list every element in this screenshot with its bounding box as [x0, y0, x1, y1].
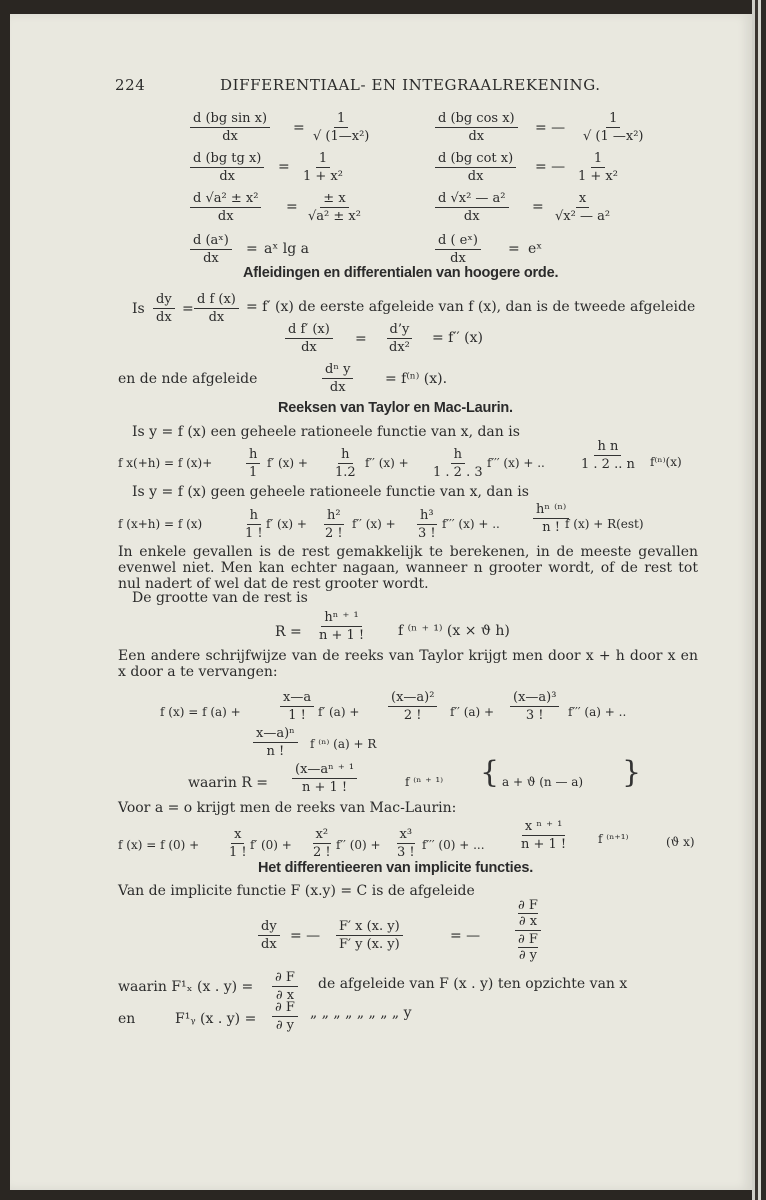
fraction-dF-dx: $\frac{\partial F}{\partial x}$ — [272, 970, 298, 1003]
paragraph-nonrational: Is y = f (x) geen geheele rationeele functie van x, dan is — [132, 484, 529, 500]
table-left-fraction: $\frac{\text{d ( eˣ)}}{dx}$ — [435, 233, 481, 266]
table-left-fraction: $\frac{\text{d (bg cot x)}}{dx}$ — [435, 151, 516, 184]
taylor-2-fraction: $\frac{\text{h²}}{2 !}$ — [325, 508, 343, 541]
taylor-1-fraction: $\frac{\text{h n}}{1 . 2 .. n}$ — [581, 439, 635, 472]
taylor-4-part: f ⁽ⁿ⁾ (a) + R — [310, 737, 377, 751]
rest-fraction: $\frac{\text{hⁿ ⁺ ¹}}{n + 1 !}$ — [319, 610, 365, 643]
maclaurin-fraction: $\frac{\text{x ⁿ ⁺ ¹}}{n + 1 !}$ — [521, 819, 567, 852]
fraction-df1-dx: $\frac{\text{d f′ (x)}}{dx}$ — [285, 322, 333, 355]
text-first-derivative: = f′ (x) de eerste afgeleide van f (x), dan is de tweede afgeleide — [246, 299, 696, 315]
rest-lhs: R = — [275, 624, 302, 640]
table-right-fraction: $\frac{1}{\text{√ (1—x²)}}$ — [313, 111, 370, 144]
taylor-2-part: f′′′ (x) + .. — [442, 517, 500, 531]
fraction-dy-dx: $\frac{dy}{dx}$ — [153, 292, 175, 325]
maclaurin-fraction: $\frac{\text{x³}}{3 !}$ — [397, 827, 415, 860]
table-equals: = — [246, 241, 258, 257]
taylor-3-fraction: $\frac{\text{(x—a)³}}{3 !}$ — [510, 690, 559, 723]
maclaurin-part: f′ (0) + — [250, 838, 292, 852]
taylor-3-part: f′ (a) + — [318, 705, 360, 719]
heading-implicit: Het differentieeren van implicite functies. — [258, 860, 534, 876]
heading-derivatives: Afleidingen en differentialen van hoogere orde. — [243, 265, 559, 281]
text-nth-derivative: = f⁽ⁿ⁾ (x). — [385, 371, 448, 387]
paragraph-alt-form: Een andere schrijfwijze van de reeks van Taylor krijgt men door x + h door x en x door a te vervangen: — [118, 648, 698, 680]
text-equals: = — [182, 301, 194, 317]
text-equals-minus: = — — [450, 928, 481, 944]
taylor-3-fraction: $\frac{\text{(x—a)²}}{2 !}$ — [388, 690, 437, 723]
table-left-fraction: $\frac{\text{d √x² — a²}}{dx}$ — [435, 191, 509, 224]
page-number: 224 — [115, 76, 146, 94]
taylor-1-fraction: $\frac{h}{1}$ — [246, 447, 260, 480]
fraction-dy-dx: $\frac{dy}{dx}$ — [258, 919, 280, 952]
table-equals: = — [286, 199, 298, 215]
table-right-fraction: $\frac{1}{\text{1 + x²}}$ — [303, 151, 343, 184]
rest-rhs: f ⁽ⁿ ⁺ ¹⁾ (x × ϑ h) — [398, 623, 510, 639]
table-right-fraction: $\frac{\pm x}{\text{√a² ± x²}}$ — [308, 191, 361, 224]
paragraph-rest: In enkele gevallen is de rest gemakkelijk te berekenen, in de meeste gevallen evenwel niet. Men kan echter nagaan, wanneer n grooter wordt, of de rest tot nul nadert of wel dat de rest grooter wordt. — [118, 544, 698, 592]
table-left-fraction: $\frac{\text{d (bg cos x)}}{dx}$ — [435, 111, 518, 144]
taylor-1-part: f′′ (x) + — [365, 456, 409, 470]
text-derivative-x: de afgeleide van F (x . y) ten opzichte van x — [318, 976, 628, 992]
table-left-fraction: $\frac{\text{d (aˣ)}}{dx}$ — [190, 233, 232, 266]
taylor-3-part: f (x) = f (a) + — [160, 705, 241, 719]
table-equals: = — [293, 120, 305, 136]
taylor-2-fraction: $\frac{h}{1 !}$ — [245, 508, 263, 541]
text-equals: = — [355, 331, 367, 347]
text-nth-label: en de nde afgeleide — [118, 371, 258, 387]
text-is: Is — [132, 301, 145, 317]
text-second-derivative: = f′′ (x) — [432, 330, 483, 346]
taylor-1-part: f′′′ (x) + .. — [487, 456, 545, 470]
taylor-2-part: f′′ (x) + — [352, 517, 396, 531]
book-page — [10, 14, 752, 1190]
table-equals: = — [278, 159, 290, 175]
book-edge — [752, 0, 766, 1200]
waarin-fraction: $\frac{\text{(x—aⁿ ⁺ ¹}}{n + 1 !}$ — [292, 762, 357, 795]
heading-taylor: Reeksen van Taylor en Mac-Laurin. — [278, 400, 513, 416]
right-brace: } — [622, 755, 642, 790]
taylor-2-fraction: $\frac{\text{hⁿ ⁽ⁿ⁾}}{n !}$ — [533, 502, 569, 535]
left-brace: { — [480, 755, 500, 790]
text-equals-minus: = — — [290, 928, 321, 944]
maclaurin-part: f (x) = f (0) + — [118, 838, 200, 852]
maclaurin-part: f′′ (0) + — [336, 838, 381, 852]
text-en: en — [118, 1011, 136, 1027]
fraction-d2y-dx2: $\frac{d’y}{\text{dx²}}$ — [386, 322, 413, 355]
waarin-f: f ⁽ⁿ ⁺ ¹⁾ — [405, 775, 444, 789]
table-left-fraction: $\frac{\text{d √a² ± x²}}{dx}$ — [190, 191, 261, 224]
maclaurin-fraction: $\frac{\text{x²}}{2 !}$ — [313, 827, 331, 860]
table-equals: = — [532, 199, 544, 215]
waarin-fy: F¹ᵧ (x . y) = — [175, 1011, 257, 1027]
paragraph-rational: Is y = f (x) een geheele rationeele functie van x, dan is — [132, 424, 520, 440]
maclaurin-part: f′′′ (0) + ... — [422, 838, 485, 852]
table-right-fraction: $\frac{1}{\text{1 + x²}}$ — [578, 151, 618, 184]
taylor-2-part: f (x) + R(est) — [565, 517, 644, 531]
taylor-2-part: f (x+h) = f (x) — [118, 517, 203, 531]
taylor-1-fraction: $\frac{h}{1 . 2 . 3}$ — [433, 447, 483, 480]
table-right-fraction: $\frac{1}{\text{√ (1 —x²)}}$ — [583, 111, 644, 144]
fraction-partials: $\frac{F' x (x. y)}{F' y (x. y)}$ — [336, 919, 403, 952]
table-result: eˣ — [528, 241, 543, 257]
table-equals: = — — [535, 159, 566, 175]
table-left-fraction: $\frac{\text{d (bg sin x)}}{dx}$ — [190, 111, 270, 144]
taylor-4-fraction: $\frac{\text{x—a)ⁿ}}{n !}$ — [253, 726, 298, 759]
table-left-fraction: $\frac{\text{d (bg tg x)}}{dx}$ — [190, 151, 264, 184]
waarin-lhs: waarin R = — [188, 775, 269, 791]
waarin-fx: waarin F¹ₓ (x . y) = — [118, 979, 254, 995]
table-right-fraction: $\frac{x}{\text{√x² — a²}}$ — [555, 191, 611, 224]
taylor-3-part: f′′ (a) + — [450, 705, 495, 719]
maclaurin-part: f ⁽ⁿ⁺¹⁾ — [598, 832, 629, 846]
fraction-dF-dy: $\frac{\partial F}{\partial y}$ — [272, 1000, 298, 1033]
maclaurin-part: (ϑ x) — [666, 835, 695, 849]
maclaurin-fraction: $\frac{x}{1 !}$ — [229, 827, 247, 860]
taylor-3-fraction: $\frac{x—a}{1 !}$ — [280, 690, 314, 723]
taylor-2-part: f′ (x) + — [266, 517, 307, 531]
paragraph-maclaurin: Voor a = o krijgt men de reeks van Mac-Laurin: — [118, 800, 457, 816]
fraction-dny-dx: $\frac{\text{dⁿ y}}{dx}$ — [322, 362, 353, 395]
taylor-2-fraction: $\frac{\text{h³}}{3 !}$ — [418, 508, 436, 541]
taylor-1-part: f x(+h) = f (x)+ — [118, 456, 213, 470]
running-title: DIFFERENTIAAL- EN INTEGRAALREKENING. — [220, 76, 601, 94]
table-result: aˣ lg a — [264, 241, 309, 257]
table-equals: = — — [535, 120, 566, 136]
table-equals: = — [508, 241, 520, 257]
taylor-1-part: f⁽ⁿ⁾(x) — [650, 455, 682, 469]
paragraph-implicit: Van de implicite functie F (x.y) = C is de afgeleide — [118, 883, 475, 899]
taylor-1-part: f′ (x) + — [267, 456, 308, 470]
taylor-1-fraction: $\frac{h}{1.2}$ — [335, 447, 356, 480]
fraction-df-dx: $\frac{\text{d f (x)}}{dx}$ — [194, 292, 239, 325]
taylor-3-part: f′′′ (a) + .. — [568, 705, 627, 719]
paragraph-rest-size: De grootte van de rest is — [132, 590, 308, 606]
fraction-compound: ∂ F ∂ x ∂ F ∂ y — [515, 898, 541, 963]
waarin-inner: a + ϑ (n — a) — [502, 775, 584, 789]
text-derivative-y: „ „ „ „ „ „ „ „ y — [310, 1005, 412, 1021]
